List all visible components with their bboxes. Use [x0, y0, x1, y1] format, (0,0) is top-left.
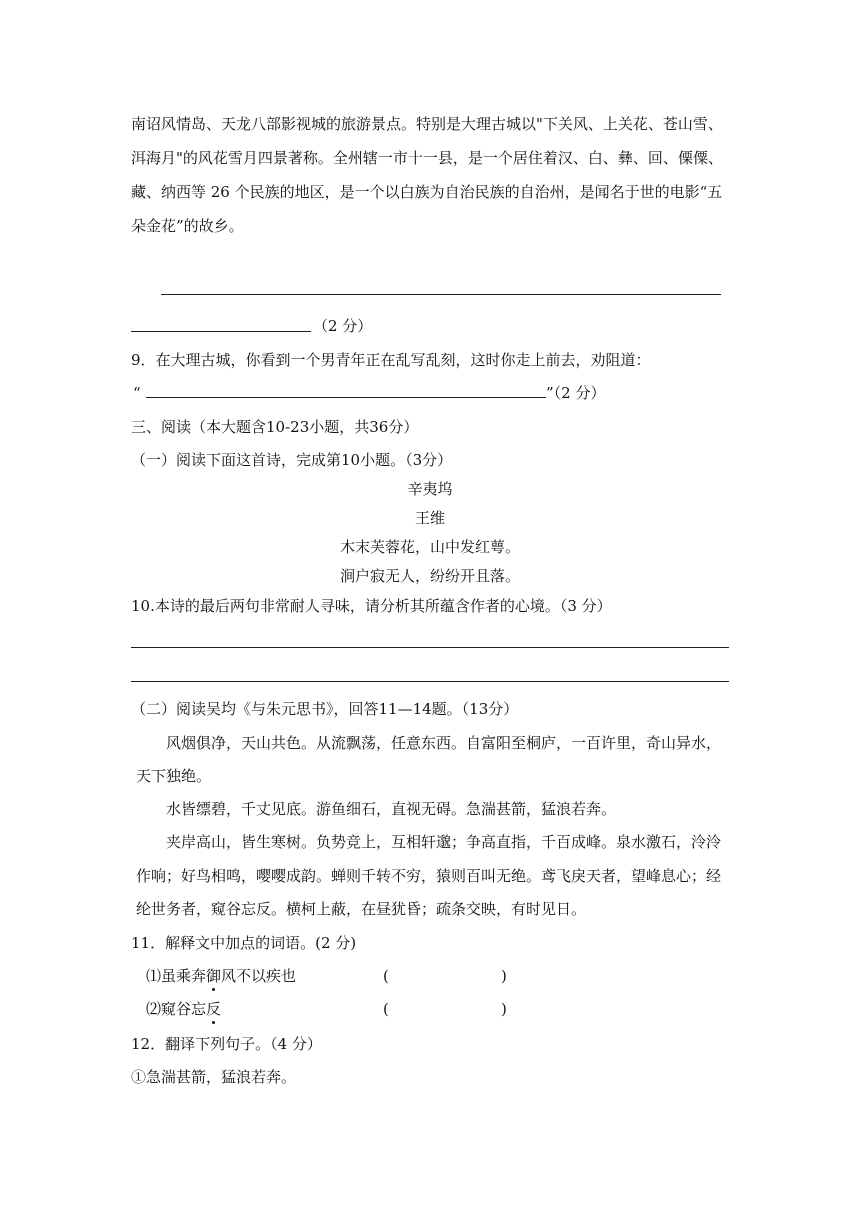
- intro-line-4: 朵金花”的故乡。: [131, 217, 244, 235]
- passage-p3-line2: 作响；好鸟相鸣，嘤嘤成韵。蝉则千转不穷，猿则百叫无绝。鸢飞戾天者，望峰息心；经: [136, 867, 722, 885]
- passage-p3-line1: 夹岸高山，皆生寒树。负势竞上，互相轩邈；争高直指，千百成峰。泉水激石，泠泠: [166, 833, 722, 851]
- q11-item-2-pre: ⑵窥谷忘: [146, 1000, 207, 1018]
- q11-item-1-paren-open: (: [383, 967, 389, 985]
- passage-p1-line2: 天下独绝。: [136, 767, 212, 785]
- answer-line-q9[interactable]: [146, 397, 546, 398]
- q11-item-2-paren-close: ): [501, 1000, 507, 1018]
- intro-line-2: 洱海月"的风花雪月四景著称。全州辖一市十一县，是一个居住着汉、白、彝、回、傈僳、: [131, 149, 723, 167]
- q8-score: （2 分）: [313, 317, 373, 335]
- q11-item-2: [146, 999, 221, 1019]
- poem-line-2: 涧户寂无人，纷纷开且落。: [339, 567, 520, 585]
- q10-prompt: 10.本诗的最后两句非常耐人寻味，请分析其所蕴含作者的心境。（3 分）: [131, 597, 612, 615]
- q11-item-1-post: 风不以疾也: [221, 967, 297, 985]
- answer-line-q10-1[interactable]: [131, 647, 729, 648]
- q11-item-2-dotted-word: 反: [206, 1000, 222, 1018]
- q11-prompt: 11．解释文中加点的词语。(2 分): [131, 934, 357, 952]
- q9-prompt: 9．在大理古城，你看到一个男青年正在乱写乱刻，这时你走上前去，劝阻道：: [131, 351, 651, 369]
- passage-p2-line1: 水皆缥碧，千丈见底。游鱼细石，直视无碍。急湍甚箭，猛浪若奔。: [166, 800, 617, 818]
- q9-close-quote-score: ”（2 分）: [546, 384, 606, 402]
- answer-line-q8-1[interactable]: [161, 294, 721, 295]
- passage-p3-line3: 纶世务者，窥谷忘反。横柯上蔽，在昼犹昏；疏条交映，有时见日。: [136, 900, 587, 918]
- q9-open-quote: “: [133, 384, 141, 402]
- answer-line-q8-2[interactable]: [131, 331, 311, 332]
- q11-item-1-paren-close: ): [501, 967, 507, 985]
- poem-author: 王维: [414, 509, 445, 527]
- intro-line-1: 南诏风情岛、天龙八部影视城的旅游景点。特别是大理古城以"下关风、上关花、苍山雪、: [131, 115, 723, 133]
- q11-item-2-paren-open: (: [383, 1000, 389, 1018]
- passage-p1-line1: 风烟俱净，天山共色。从流飘荡，任意东西。自富阳至桐庐，一百许里，奇山异水，: [166, 734, 722, 752]
- answer-line-q10-2[interactable]: [131, 681, 729, 682]
- q12-item-1: ①急湍甚箭，猛浪若奔。: [131, 1068, 297, 1086]
- q11-item-1-pre: ⑴虽乘奔: [146, 967, 207, 985]
- part2-heading: （二）阅读吴均《与朱元思书》，回答11—14题。（13分）: [131, 700, 519, 718]
- q11-item-1: [146, 966, 296, 986]
- poem-title: 辛夷坞: [407, 480, 453, 498]
- part1-heading: （一）阅读下面这首诗，完成第10小题。（3分）: [131, 451, 453, 469]
- intro-line-3: 藏、纳西等 26 个民族的地区，是一个以白族为自治民族的自治州，是闻名于世的电影“五: [131, 183, 723, 201]
- poem-line-1: 木末芙蓉花，山中发红萼。: [339, 538, 520, 556]
- q11-item-1-dotted-word: 御: [206, 967, 222, 985]
- section3-heading: 三、阅读（本大题含10-23小题，共36分）: [131, 418, 419, 436]
- q12-prompt: 12．翻译下列句子。（4 分）: [131, 1035, 322, 1053]
